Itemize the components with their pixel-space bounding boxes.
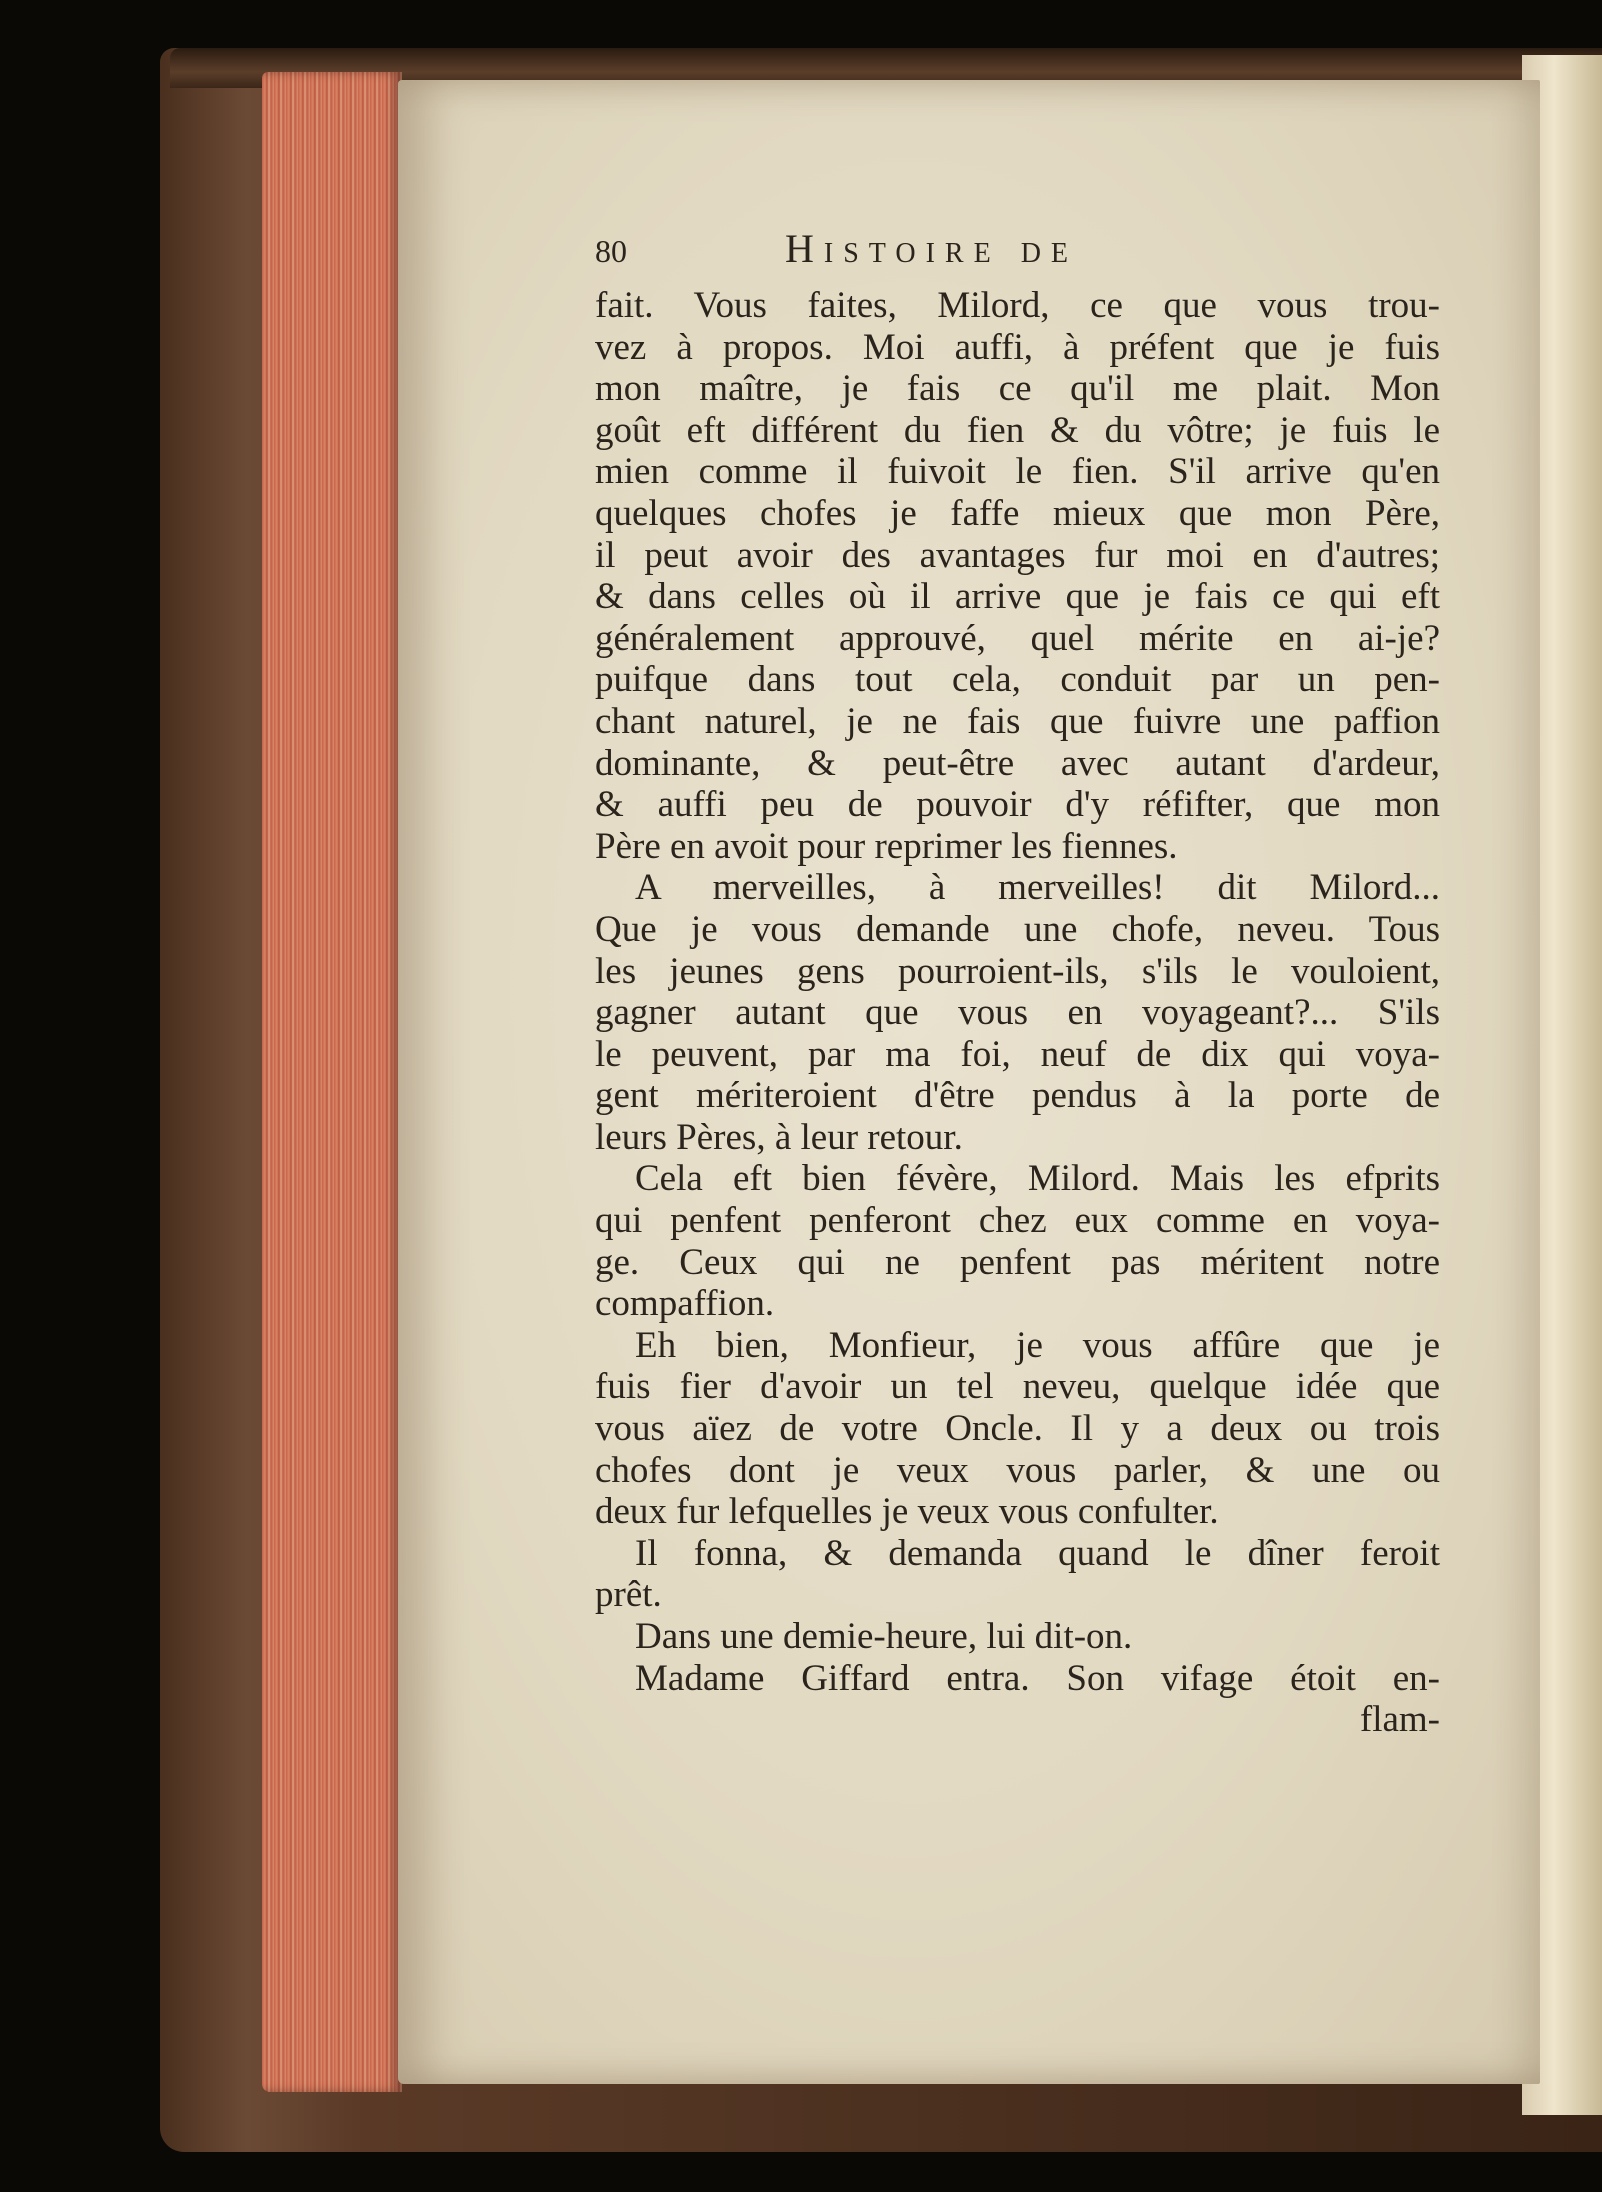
text-line: le peuvent, par ma foi, neuf de dix qui voya-: [595, 1033, 1440, 1075]
text-line: fuis fier d'avoir un tel neveu, quelque idée que: [595, 1366, 1440, 1408]
page-header: [595, 225, 1440, 279]
text-line: & auffi peu de pouvoir d'y réfifter, que mon: [595, 784, 1440, 826]
text-line: puifque dans tout cela, conduit par un pen-: [595, 659, 1440, 701]
page-edges: [262, 72, 402, 2092]
catchword: flam-: [1359, 1699, 1440, 1741]
text-line: gagner autant que vous en voyageant?... S'ils: [595, 992, 1440, 1034]
text-line: leurs Pères, à leur retour.: [595, 1116, 963, 1158]
text-line: fait. Vous faites, Milord, ce que vous trou-: [595, 285, 1440, 326]
text-line: prêt.: [595, 1574, 662, 1616]
running-title: Histoire de: [785, 226, 1079, 271]
text-line: quelques chofes je faffe mieux que mon Père,: [595, 492, 1440, 534]
text-line: Madame Giffard entra. Son vifage étoit en-: [635, 1657, 1440, 1699]
text-line: goût eft différent du fien & du vôtre; je fuis le: [595, 409, 1440, 451]
text-line: chofes dont je veux vous parler, & une ou: [595, 1449, 1440, 1491]
text-line: ge. Ceux qui ne penfent pas méritent notre: [595, 1241, 1440, 1283]
text-line: qui penfent penferont chez eux comme en voya-: [595, 1200, 1440, 1242]
text-line: gent mériteroient d'être pendus à la porte de: [595, 1075, 1440, 1117]
text-line: généralement approuvé, quel mérite en ai-je?: [595, 617, 1440, 659]
page-text-block: [595, 225, 1440, 1741]
text-line: Que je vous demande une chofe, neveu. Tous: [595, 908, 1440, 950]
text-line: mon maître, je fais ce qu'il me plait. Mon: [595, 368, 1440, 410]
text-line: & dans celles où il arrive que je fais ce qui eft: [595, 576, 1440, 618]
text-line: deux fur lefquelles je veux vous confulter.: [595, 1491, 1219, 1533]
text-line: les jeunes gens pourroient-ils, s'ils le vouloient,: [595, 950, 1440, 992]
text-line: chant naturel, je ne fais que fuivre une paffion: [595, 700, 1440, 742]
text-line: vous aïez de votre Oncle. Il y a deux ou trois: [595, 1408, 1440, 1450]
text-line: mien comme il fuivoit le fien. S'il arrive qu'en: [595, 451, 1440, 493]
text-line: il peut avoir des avantages fur moi en d'autres;: [595, 534, 1440, 576]
text-line: Cela eft bien févère, Milord. Mais les efprits: [635, 1158, 1440, 1200]
text-line: Il fonna, & demanda quand le dîner feroit: [635, 1532, 1440, 1574]
text-line: A merveilles, à merveilles! dit Milord...: [635, 867, 1440, 909]
text-line: Dans une demie-heure, lui dit-on.: [635, 1616, 1133, 1657]
text-line: vez à propos. Moi auffi, à préfent que je fuis: [595, 326, 1440, 368]
text-line: dominante, & peut-être avec autant d'ardeur,: [595, 742, 1440, 784]
text-line: Eh bien, Monfieur, je vous affûre que je: [635, 1324, 1440, 1366]
page-number: 80: [595, 233, 627, 269]
text-line: Père en avoit pour reprimer les fiennes.: [595, 825, 1178, 867]
text-line: compaffion.: [595, 1283, 775, 1325]
